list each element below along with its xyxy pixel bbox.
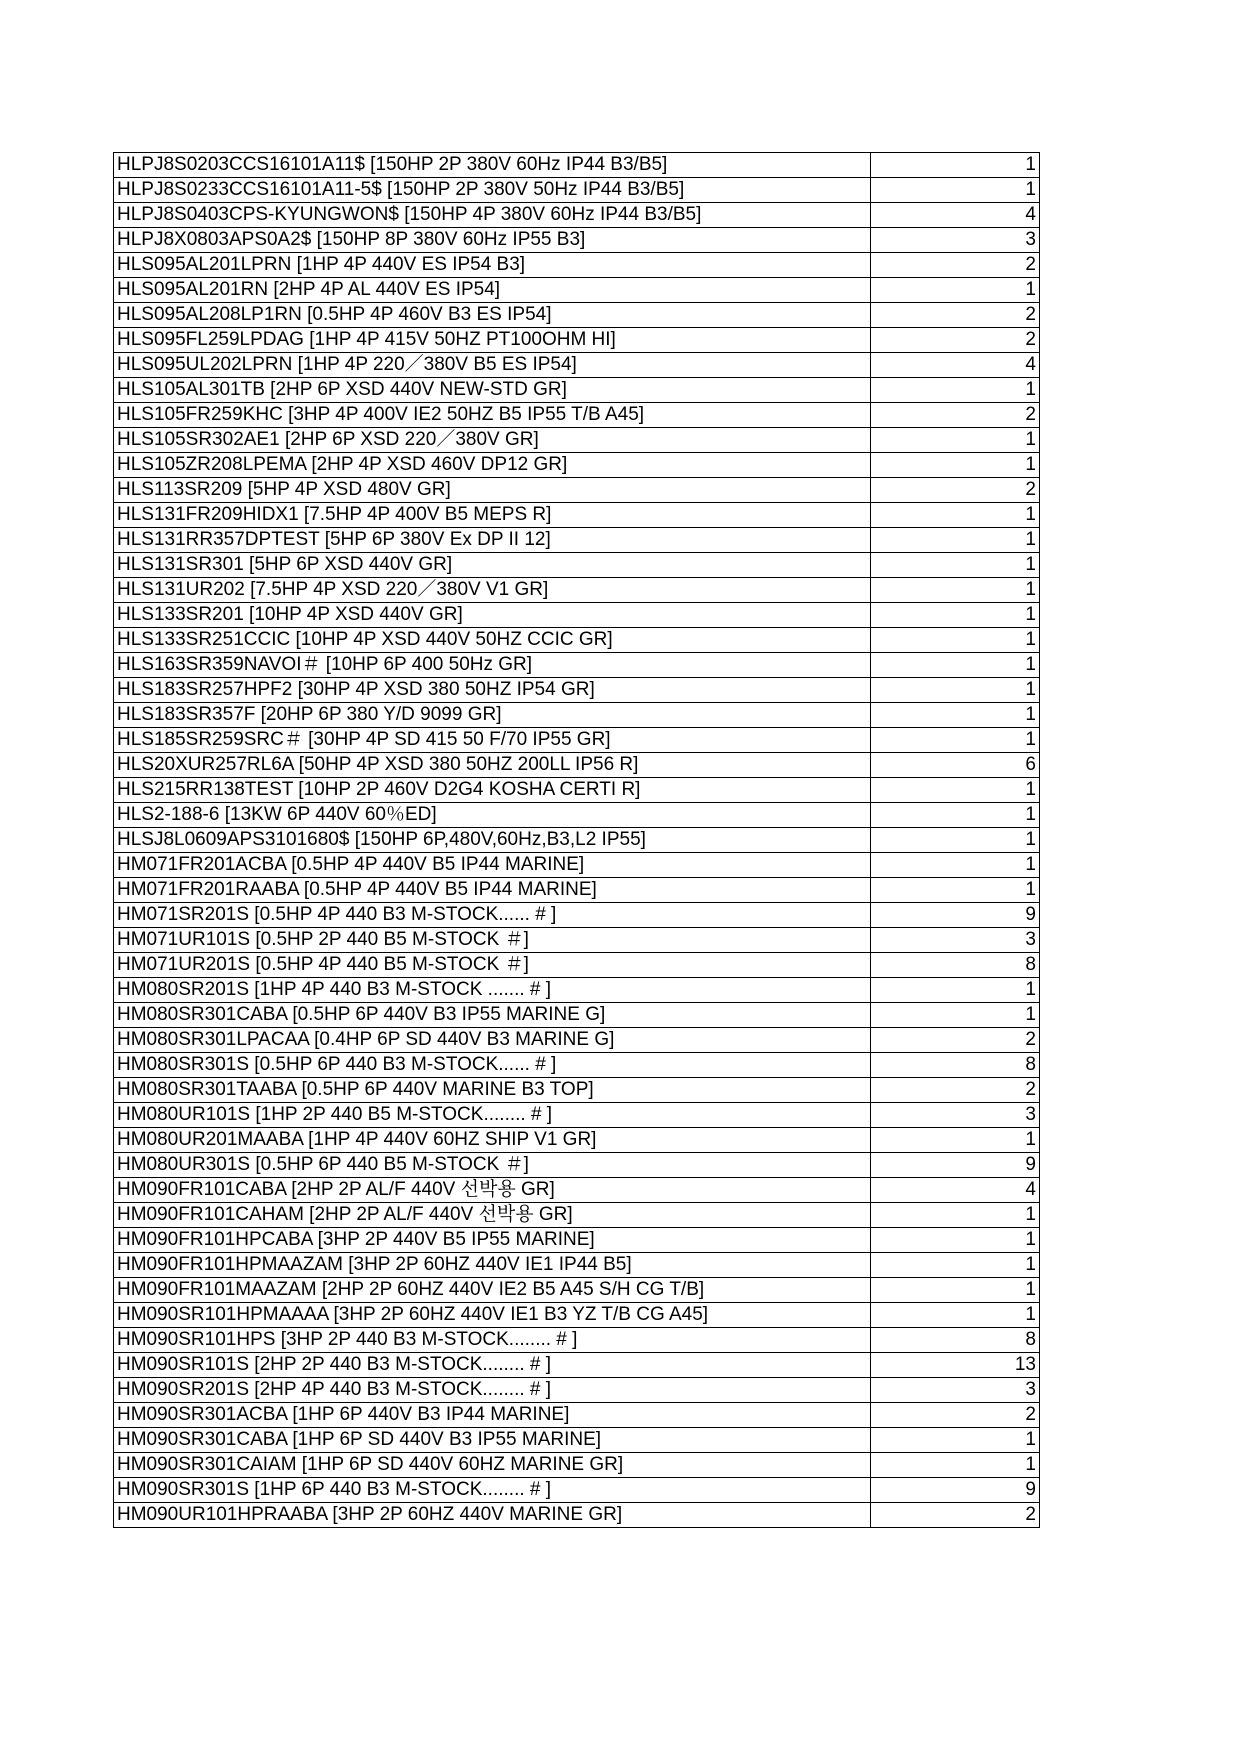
table-row [114,153,1040,178]
table-row [114,828,1040,853]
item-description-cell: HM080SR301TAABA [0.5HP 6P 440V MARINE B3 TOP] [114,1078,871,1103]
item-description-cell: HM080UR101S [1HP 2P 440 B5 M-STOCK........ # ] [114,1103,871,1128]
item-quantity-cell: 1 [871,878,1040,903]
item-description-cell: HM090SR301ACBA [1HP 6P 440V B3 IP44 MARINE] [114,1403,871,1428]
item-quantity-cell: 1 [871,1128,1040,1153]
item-quantity-cell: 9 [871,903,1040,928]
item-quantity-cell: 1 [871,553,1040,578]
item-description-cell: HM090FR101HPMAAZAM [3HP 2P 60HZ 440V IE1 IP44 B5] [114,1253,871,1278]
item-description-cell: HM090SR301CABA [1HP 6P SD 440V B3 IP55 MARINE] [114,1428,871,1453]
item-description-cell: HM090FR101HPCABA [3HP 2P 440V B5 IP55 MARINE] [114,1228,871,1253]
item-quantity-cell: 3 [871,928,1040,953]
item-description-cell: HM090SR101HPMAAAA [3HP 2P 60HZ 440V IE1 B3 YZ T/B CG A45] [114,1303,871,1328]
item-description-cell: HLS105ZR208LPEMA [2HP 4P XSD 460V DP12 GR] [114,453,871,478]
table-row [114,478,1040,503]
stock-sheet [113,152,1039,1528]
item-quantity-cell: 4 [871,353,1040,378]
item-description-cell: HM090FR101CABA [2HP 2P AL/F 440V 선박용 GR] [114,1178,871,1203]
item-quantity-cell: 3 [871,1378,1040,1403]
stock-table [113,152,1040,1528]
item-quantity-cell: 2 [871,403,1040,428]
item-quantity-cell: 1 [871,503,1040,528]
table-row [114,503,1040,528]
item-quantity-cell: 1 [871,378,1040,403]
item-quantity-cell: 2 [871,1403,1040,1428]
item-description-cell: HM080UR301S [0.5HP 6P 440 B5 M-STOCK ＃] [114,1153,871,1178]
table-row [114,928,1040,953]
table-row [114,1003,1040,1028]
item-quantity-cell: 1 [871,1253,1040,1278]
item-description-cell: HM080UR201MAABA [1HP 4P 440V 60HZ SHIP V1 GR] [114,1128,871,1153]
item-description-cell: HLS163SR359NAVOI＃ [10HP 6P 400 50Hz GR] [114,653,871,678]
item-quantity-cell: 1 [871,528,1040,553]
item-quantity-cell: 2 [871,1078,1040,1103]
item-quantity-cell: 1 [871,828,1040,853]
item-quantity-cell: 1 [871,803,1040,828]
item-description-cell: HM080SR301S [0.5HP 6P 440 B3 M-STOCK...... # ] [114,1053,871,1078]
item-quantity-cell: 1 [871,1228,1040,1253]
item-description-cell: HLS131SR301 [5HP 6P XSD 440V GR] [114,553,871,578]
table-row [114,353,1040,378]
table-row [114,328,1040,353]
item-description-cell: HM090SR201S [2HP 4P 440 B3 M-STOCK........ # ] [114,1378,871,1403]
table-row [114,728,1040,753]
item-description-cell: HLSJ8L0609APS3101680$ [150HP 6P,480V,60Hz,B3,L2 IP55] [114,828,871,853]
item-description-cell: HM090UR101HPRAABA [3HP 2P 60HZ 440V MARINE GR] [114,1503,871,1528]
item-quantity-cell: 8 [871,1328,1040,1353]
table-row [114,1253,1040,1278]
item-quantity-cell: 1 [871,603,1040,628]
item-quantity-cell: 2 [871,1028,1040,1053]
table-row [114,803,1040,828]
stock-table-body [114,153,1040,1528]
item-quantity-cell: 1 [871,428,1040,453]
item-description-cell: HLPJ8X0803APS0A2$ [150HP 8P 380V 60Hz IP55 B3] [114,228,871,253]
item-quantity-cell: 1 [871,1003,1040,1028]
item-description-cell: HLS131FR209HIDX1 [7.5HP 4P 400V B5 MEPS R] [114,503,871,528]
item-quantity-cell: 8 [871,953,1040,978]
item-description-cell: HLS215RR138TEST [10HP 2P 460V D2G4 KOSHA CERTI R] [114,778,871,803]
item-description-cell: HM090FR101CAHAM [2HP 2P AL/F 440V 선박용 GR] [114,1203,871,1228]
table-row [114,753,1040,778]
table-row [114,653,1040,678]
item-quantity-cell: 1 [871,178,1040,203]
item-quantity-cell: 1 [871,278,1040,303]
table-row [114,1278,1040,1303]
table-row [114,253,1040,278]
item-description-cell: HM071FR201ACBA [0.5HP 4P 440V B5 IP44 MARINE] [114,853,871,878]
item-quantity-cell: 1 [871,1203,1040,1228]
item-description-cell: HLS095AL208LP1RN [0.5HP 4P 460V B3 ES IP54] [114,303,871,328]
item-description-cell: HM071UR101S [0.5HP 2P 440 B5 M-STOCK ＃] [114,928,871,953]
item-quantity-cell: 3 [871,1103,1040,1128]
item-quantity-cell: 2 [871,328,1040,353]
table-row [114,628,1040,653]
table-row [114,178,1040,203]
item-description-cell: HLS2-188-6 [13KW 6P 440V 60％ED] [114,803,871,828]
item-quantity-cell: 1 [871,703,1040,728]
table-row [114,878,1040,903]
item-description-cell: HLS133SR251CCIC [10HP 4P XSD 440V 50HZ CCIC GR] [114,628,871,653]
table-row [114,403,1040,428]
item-description-cell: HM090SR301CAIAM [1HP 6P SD 440V 60HZ MARINE GR] [114,1453,871,1478]
item-description-cell: HM080SR301LPACAA [0.4HP 6P SD 440V B3 MARINE G] [114,1028,871,1053]
table-row [114,853,1040,878]
item-quantity-cell: 1 [871,978,1040,1003]
item-description-cell: HLS105AL301TB [2HP 6P XSD 440V NEW-STD GR] [114,378,871,403]
table-row [114,203,1040,228]
table-row [114,228,1040,253]
item-description-cell: HLPJ8S0203CCS16101A11$ [150HP 2P 380V 60Hz IP44 B3/B5] [114,153,871,178]
item-description-cell: HLS095FL259LPDAG [1HP 4P 415V 50HZ PT100OHM HI] [114,328,871,353]
table-row [114,978,1040,1003]
table-row [114,1403,1040,1428]
item-quantity-cell: 1 [871,653,1040,678]
item-quantity-cell: 9 [871,1478,1040,1503]
item-description-cell: HLPJ8S0233CCS16101A11-5$ [150HP 2P 380V 50Hz IP44 B3/B5] [114,178,871,203]
table-row [114,903,1040,928]
table-row [114,303,1040,328]
table-row [114,1478,1040,1503]
item-description-cell: HLS105FR259KHC [3HP 4P 400V IE2 50HZ B5 IP55 T/B A45] [114,403,871,428]
item-description-cell: HM090SR101S [2HP 2P 440 B3 M-STOCK........ # ] [114,1353,871,1378]
item-description-cell: HLS113SR209 [5HP 4P XSD 480V GR] [114,478,871,503]
item-quantity-cell: 1 [871,153,1040,178]
table-row [114,1028,1040,1053]
table-row [114,953,1040,978]
item-description-cell: HM071SR201S [0.5HP 4P 440 B3 M-STOCK...... # ] [114,903,871,928]
item-description-cell: HM080SR201S [1HP 4P 440 B3 M-STOCK ....... # ] [114,978,871,1003]
item-quantity-cell: 1 [871,853,1040,878]
item-quantity-cell: 1 [871,1453,1040,1478]
table-row [114,1228,1040,1253]
item-description-cell: HM080SR301CABA [0.5HP 6P 440V B3 IP55 MARINE G] [114,1003,871,1028]
item-description-cell: HLS105SR302AE1 [2HP 6P XSD 220／380V GR] [114,428,871,453]
table-row [114,453,1040,478]
item-quantity-cell: 1 [871,578,1040,603]
table-row [114,1378,1040,1403]
item-quantity-cell: 4 [871,1178,1040,1203]
item-quantity-cell: 1 [871,778,1040,803]
item-quantity-cell: 1 [871,1428,1040,1453]
table-row [114,428,1040,453]
item-description-cell: HM090SR101HPS [3HP 2P 440 B3 M-STOCK........ # ] [114,1328,871,1353]
table-row [114,1153,1040,1178]
table-row [114,1053,1040,1078]
table-row [114,1078,1040,1103]
table-row [114,278,1040,303]
table-row [114,1203,1040,1228]
item-quantity-cell: 1 [871,678,1040,703]
item-quantity-cell: 3 [871,228,1040,253]
table-row [114,1453,1040,1478]
item-description-cell: HLS183SR357F [20HP 6P 380 Y/D 9099 GR] [114,703,871,728]
table-row [114,578,1040,603]
table-row [114,678,1040,703]
item-quantity-cell: 2 [871,478,1040,503]
table-row [114,528,1040,553]
item-description-cell: HLS095AL201LPRN [1HP 4P 440V ES IP54 B3] [114,253,871,278]
item-quantity-cell: 1 [871,453,1040,478]
item-quantity-cell: 8 [871,1053,1040,1078]
table-row [114,1353,1040,1378]
item-quantity-cell: 9 [871,1153,1040,1178]
item-quantity-cell: 1 [871,628,1040,653]
table-row [114,1503,1040,1528]
item-quantity-cell: 1 [871,1278,1040,1303]
item-description-cell: HLS183SR257HPF2 [30HP 4P XSD 380 50HZ IP54 GR] [114,678,871,703]
item-description-cell: HLS20XUR257RL6A [50HP 4P XSD 380 50HZ 200LL IP56 R] [114,753,871,778]
table-row [114,1128,1040,1153]
item-description-cell: HM090FR101MAAZAM [2HP 2P 60HZ 440V IE2 B5 A45 S/H CG T/B] [114,1278,871,1303]
item-description-cell: HLS133SR201 [10HP 4P XSD 440V GR] [114,603,871,628]
table-row [114,1178,1040,1203]
item-quantity-cell: 1 [871,1303,1040,1328]
table-row [114,703,1040,728]
item-description-cell: HLS095AL201RN [2HP 4P AL 440V ES IP54] [114,278,871,303]
item-description-cell: HLS131UR202 [7.5HP 4P XSD 220／380V V1 GR] [114,578,871,603]
item-quantity-cell: 2 [871,303,1040,328]
item-description-cell: HLPJ8S0403CPS-KYUNGWON$ [150HP 4P 380V 60Hz IP44 B3/B5] [114,203,871,228]
item-description-cell: HLS131RR357DPTEST [5HP 6P 380V Ex DP II 12] [114,528,871,553]
table-row [114,553,1040,578]
item-description-cell: HM090SR301S [1HP 6P 440 B3 M-STOCK........ # ] [114,1478,871,1503]
item-description-cell: HM071UR201S [0.5HP 4P 440 B5 M-STOCK ＃] [114,953,871,978]
table-row [114,1428,1040,1453]
item-quantity-cell: 2 [871,1503,1040,1528]
table-row [114,1103,1040,1128]
table-row [114,778,1040,803]
table-row [114,378,1040,403]
item-description-cell: HLS185SR259SRC＃ [30HP 4P SD 415 50 F/70 IP55 GR] [114,728,871,753]
item-quantity-cell: 13 [871,1353,1040,1378]
table-row [114,603,1040,628]
item-quantity-cell: 2 [871,253,1040,278]
item-description-cell: HM071FR201RAABA [0.5HP 4P 440V B5 IP44 MARINE] [114,878,871,903]
table-row [114,1303,1040,1328]
item-quantity-cell: 6 [871,753,1040,778]
item-quantity-cell: 1 [871,728,1040,753]
item-quantity-cell: 4 [871,203,1040,228]
table-row [114,1328,1040,1353]
item-description-cell: HLS095UL202LPRN [1HP 4P 220／380V B5 ES IP54] [114,353,871,378]
